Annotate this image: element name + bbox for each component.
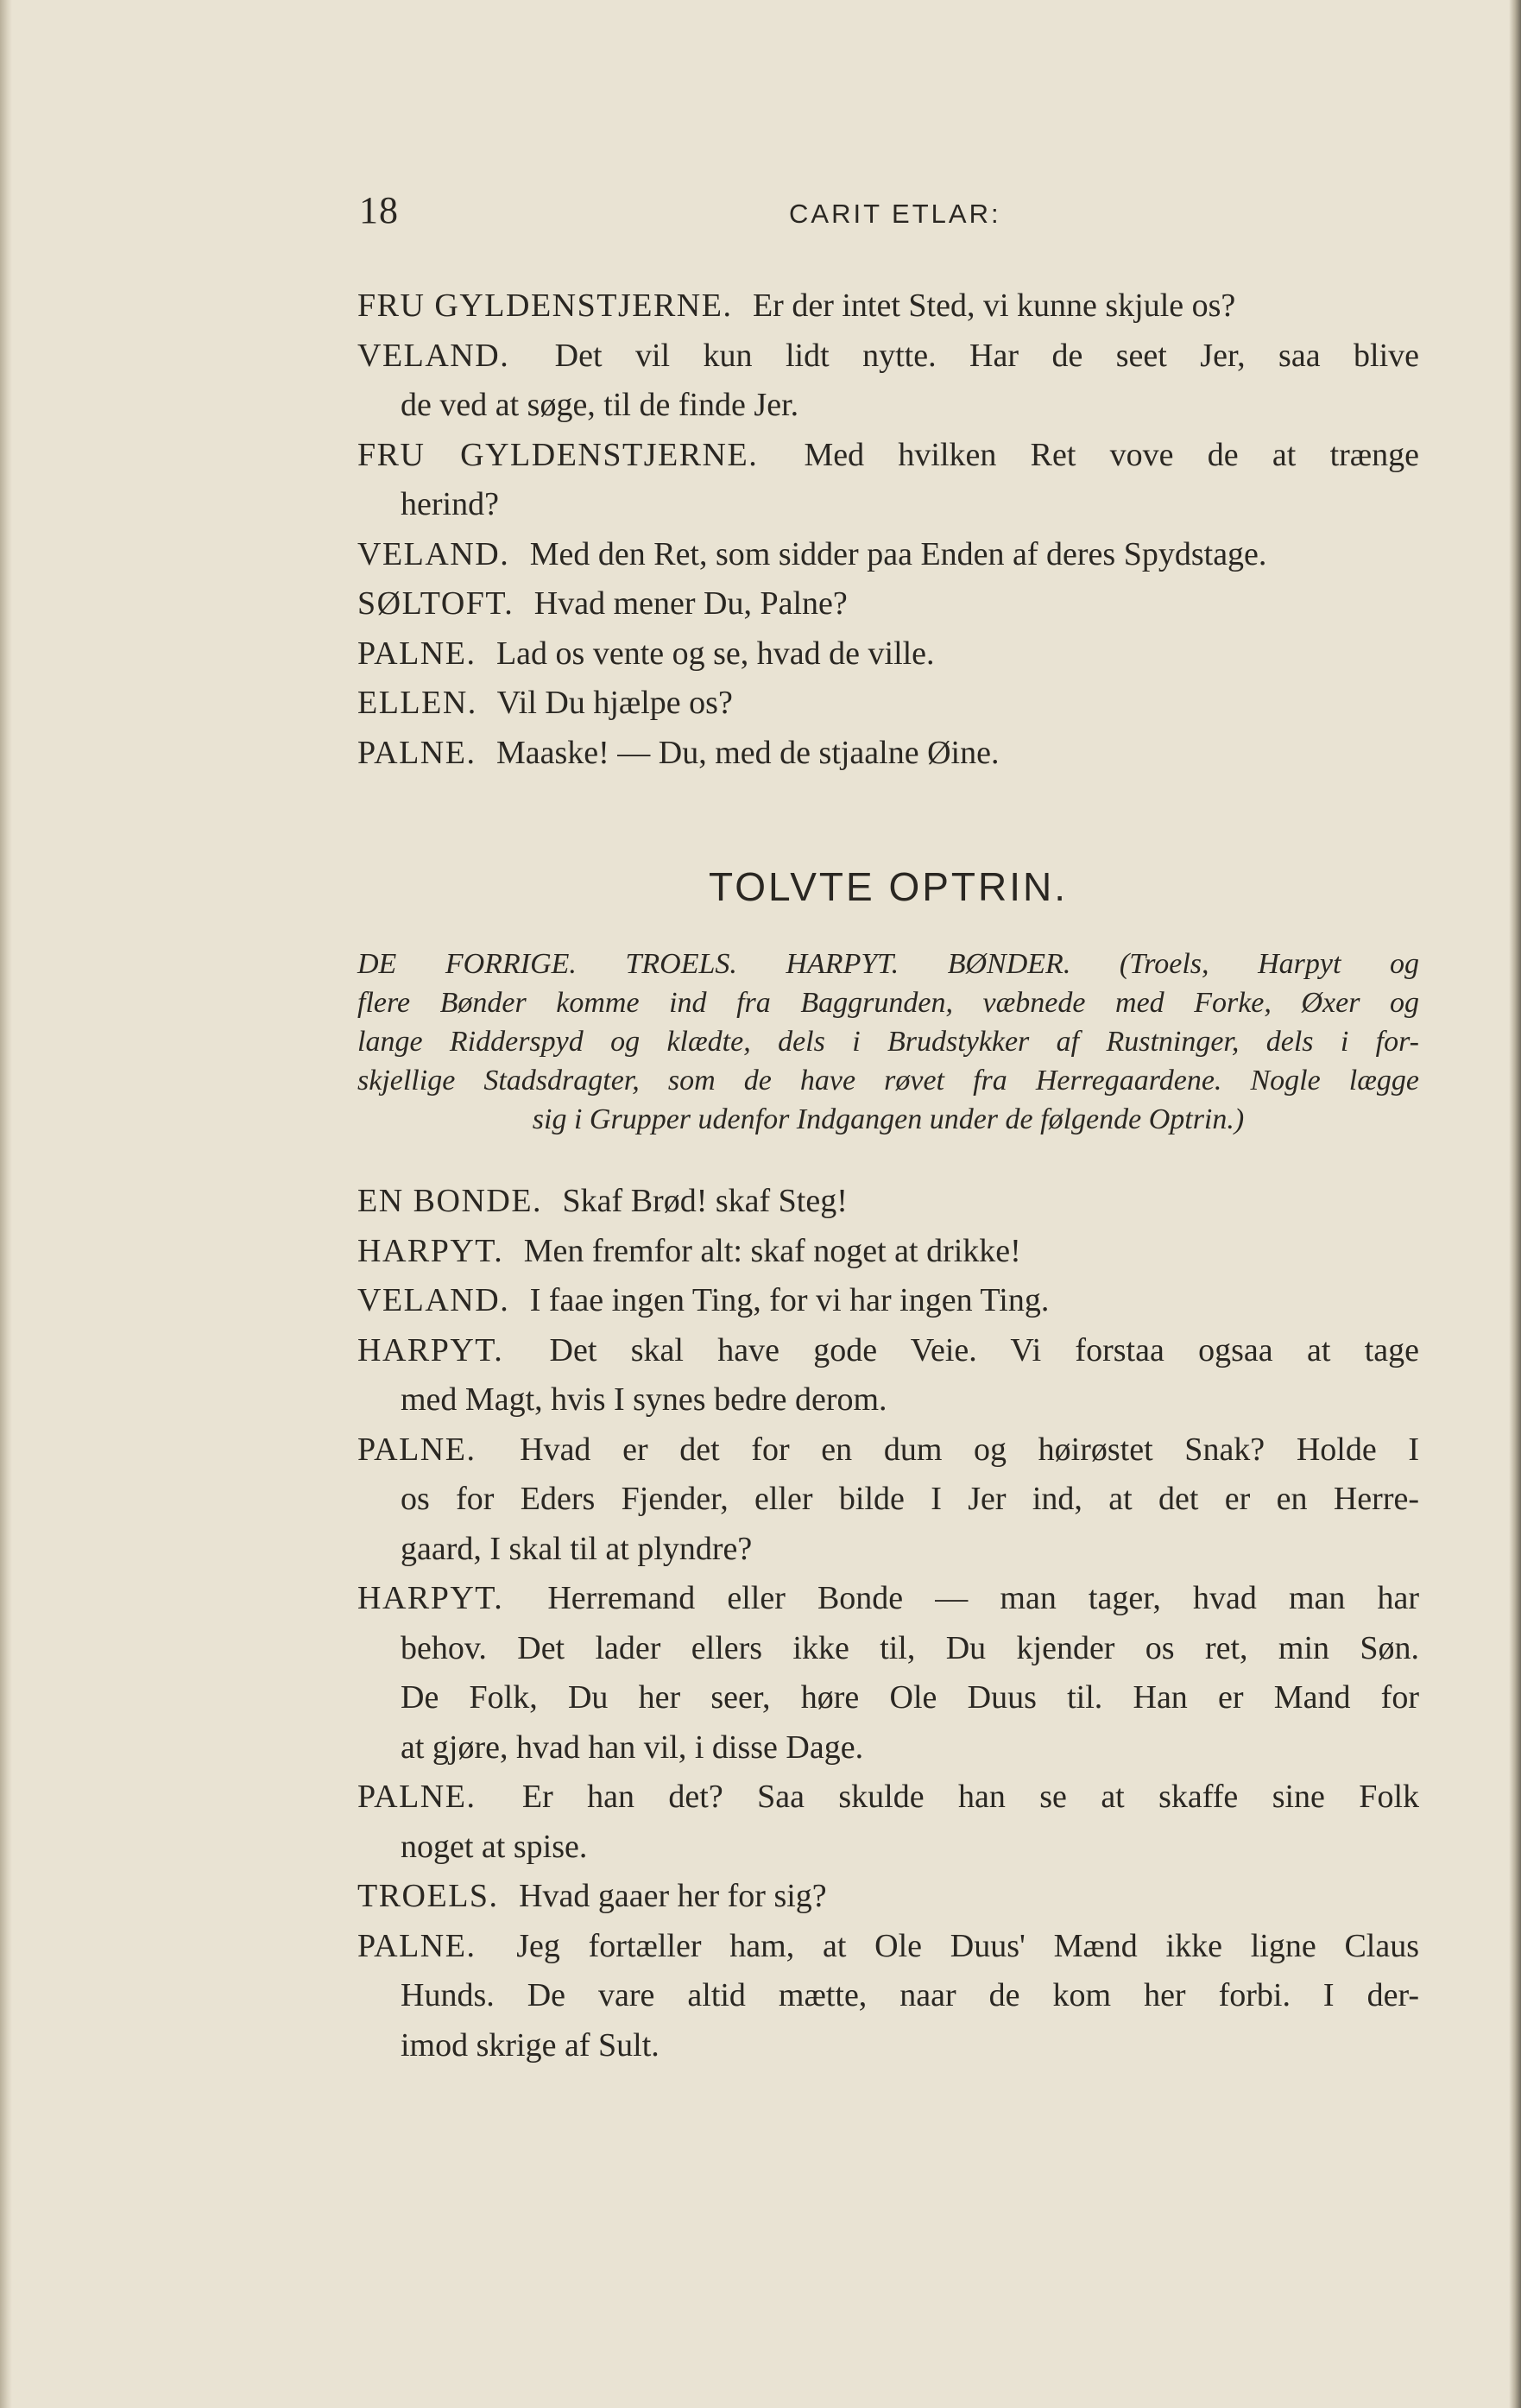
speech-line — [357, 1425, 1419, 1476]
speech-continuation-line — [357, 1823, 1419, 1873]
speech-text: Hvad mener Du, Palne? — [533, 585, 848, 622]
speaker-name: EN BONDE. — [357, 1183, 543, 1219]
speech-text: Maaske! — Du, med de stjaalne Øine. — [495, 734, 1000, 771]
page-edge-right — [1509, 0, 1521, 2408]
speech-text: Det vil kun lidt nytte. Har de seet Jer, saa blive — [554, 337, 1419, 374]
speech-text: Det skal have gode Veie. Vi forstaa ogsaa at tage — [549, 1331, 1419, 1368]
speech-line — [357, 1177, 1419, 1227]
speech-text: Er der intet Sted, vi kunne skjule os? — [752, 288, 1236, 324]
speech-line — [357, 530, 1419, 580]
speech-text: behov. Det lader ellers ikke til, Du kjender os ret, min Søn. — [401, 1629, 1419, 1666]
running-head: CARIT ETLAR: — [789, 199, 1001, 229]
speaker-name: VELAND. — [357, 337, 510, 374]
speaker-name: FRU GYLDENSTJERNE. — [357, 436, 759, 473]
speech-text: I faae ingen Ting, for vi har ingen Ting. — [529, 1282, 1050, 1318]
speaker-name: PALNE. — [357, 1927, 476, 1964]
speech-line — [357, 1227, 1419, 1277]
speech-line — [357, 281, 1419, 332]
speech-text: de ved at søge, til de finde Jer. — [401, 387, 799, 423]
speaker-name: SØLTOFT. — [357, 585, 514, 622]
speech-text: imod skrige af Sult. — [401, 2026, 660, 2064]
dialogue-block-1 — [357, 281, 1419, 778]
scene-title: TOLVTE OPTRIN. — [708, 864, 1069, 909]
speech-line — [357, 629, 1419, 679]
speaker-name: ELLEN. — [357, 685, 477, 721]
speaker-name: VELAND. — [357, 535, 510, 572]
speech-continuation-line — [357, 1723, 1419, 1773]
stage-direction-line: sig i Grupper udenfor Indgangen under de følgende Optrin.) — [532, 1103, 1245, 1135]
speech-text: Hunds. De vare altid mætte, naar de kom her forbi. I der- — [401, 1977, 1419, 2013]
speech-text: Jeg fortæller ham, at Ole Duus' Mænd ikke ligne Claus — [516, 1927, 1420, 1964]
speech-text: Hvad gaaer her for sig? — [519, 1878, 827, 1914]
speech-continuation-line — [357, 480, 1419, 530]
page-header — [359, 188, 1421, 240]
speech-continuation-line — [357, 1673, 1419, 1723]
speech-line — [357, 679, 1419, 729]
speech-text: Med den Ret, som sidder paa Enden af deres Spydstage. — [529, 535, 1267, 572]
speaker-name: HARPYT. — [357, 1580, 504, 1616]
speech-line — [357, 1574, 1419, 1624]
speech-text: at gjøre, hvad han vil, i disse Dage. — [401, 1729, 864, 1766]
page-edge-left — [0, 0, 12, 2408]
speaker-name: PALNE. — [357, 734, 476, 771]
speech-line — [357, 1922, 1419, 1972]
speech-line — [357, 729, 1419, 779]
speech-line — [357, 1872, 1419, 1922]
speech-text: Skaf Brød! skaf Steg! — [562, 1183, 848, 1219]
speaker-name: HARPYT. — [357, 1232, 504, 1269]
speech-line — [357, 431, 1419, 481]
page-number: 18 — [359, 189, 399, 231]
speaker-name: TROELS. — [357, 1878, 499, 1914]
speech-line — [357, 332, 1419, 382]
speech-line — [357, 1773, 1419, 1823]
speech-text: herind? — [401, 486, 499, 522]
speech-text: Lad os vente og se, hvad de ville. — [495, 635, 935, 672]
speech-text: Hvad er det for en dum og høirøstet Snak? Holde I — [520, 1431, 1419, 1468]
stage-direction-line: flere Bønder komme ind fra Baggrunden, væbnede med Forke, Øxer og — [357, 987, 1419, 1019]
speech-continuation-line — [357, 1624, 1419, 1674]
speech-continuation-line — [357, 1971, 1419, 2021]
speech-text: noget at spise. — [401, 1828, 588, 1865]
speech-text: Med hvilken Ret vove de at trænge — [804, 436, 1419, 473]
dialogue-block-2 — [357, 1177, 1419, 2070]
speech-text: gaard, I skal til at plyndre? — [401, 1530, 753, 1567]
speech-continuation-line — [357, 1475, 1419, 1525]
speech-line — [357, 579, 1419, 629]
speech-continuation-line — [357, 381, 1419, 431]
speech-text: Er han det? Saa skulde han se at skaffe sine Folk — [521, 1779, 1419, 1815]
speaker-name: PALNE. — [357, 1431, 476, 1468]
speech-text: os for Eders Fjender, eller bilde I Jer ind, at det er en Herre- — [401, 1481, 1419, 1517]
speech-continuation-line — [357, 2021, 1419, 2071]
speech-line — [357, 1276, 1419, 1326]
stage-direction-line: skjellige Stadsdragter, som de have røvet fra Herregaardene. Nogle lægge — [357, 1065, 1419, 1097]
speaker-name: HARPYT. — [357, 1331, 504, 1368]
speech-text: Vil Du hjælpe os? — [496, 685, 733, 721]
speaker-name: PALNE. — [357, 1779, 476, 1815]
stage-direction-line: lange Ridderspyd og klædte, dels i Brudstykker af Rustninger, dels i for- — [357, 1026, 1419, 1058]
speaker-name: VELAND. — [357, 1282, 510, 1318]
stage-direction — [357, 945, 1419, 1139]
speech-text: med Magt, hvis I synes bedre derom. — [401, 1381, 887, 1418]
speech-text: Herremand eller Bonde — man tager, hvad man har — [547, 1580, 1420, 1616]
speaker-name: FRU GYLDENSTJERNE. — [357, 288, 733, 324]
speaker-name: PALNE. — [357, 635, 476, 672]
speech-text: De Folk, Du her seer, høre Ole Duus til. Han er Mand for — [401, 1679, 1419, 1716]
stage-direction-line: DE FORRIGE. TROELS. HARPYT. BØNDER. (Troels, Harpyt og — [357, 948, 1419, 980]
speech-continuation-line — [357, 1375, 1419, 1425]
speech-continuation-line — [357, 1525, 1419, 1575]
speech-line — [357, 1326, 1419, 1376]
speech-text: Men fremfor alt: skaf noget at drikke! — [523, 1232, 1021, 1269]
